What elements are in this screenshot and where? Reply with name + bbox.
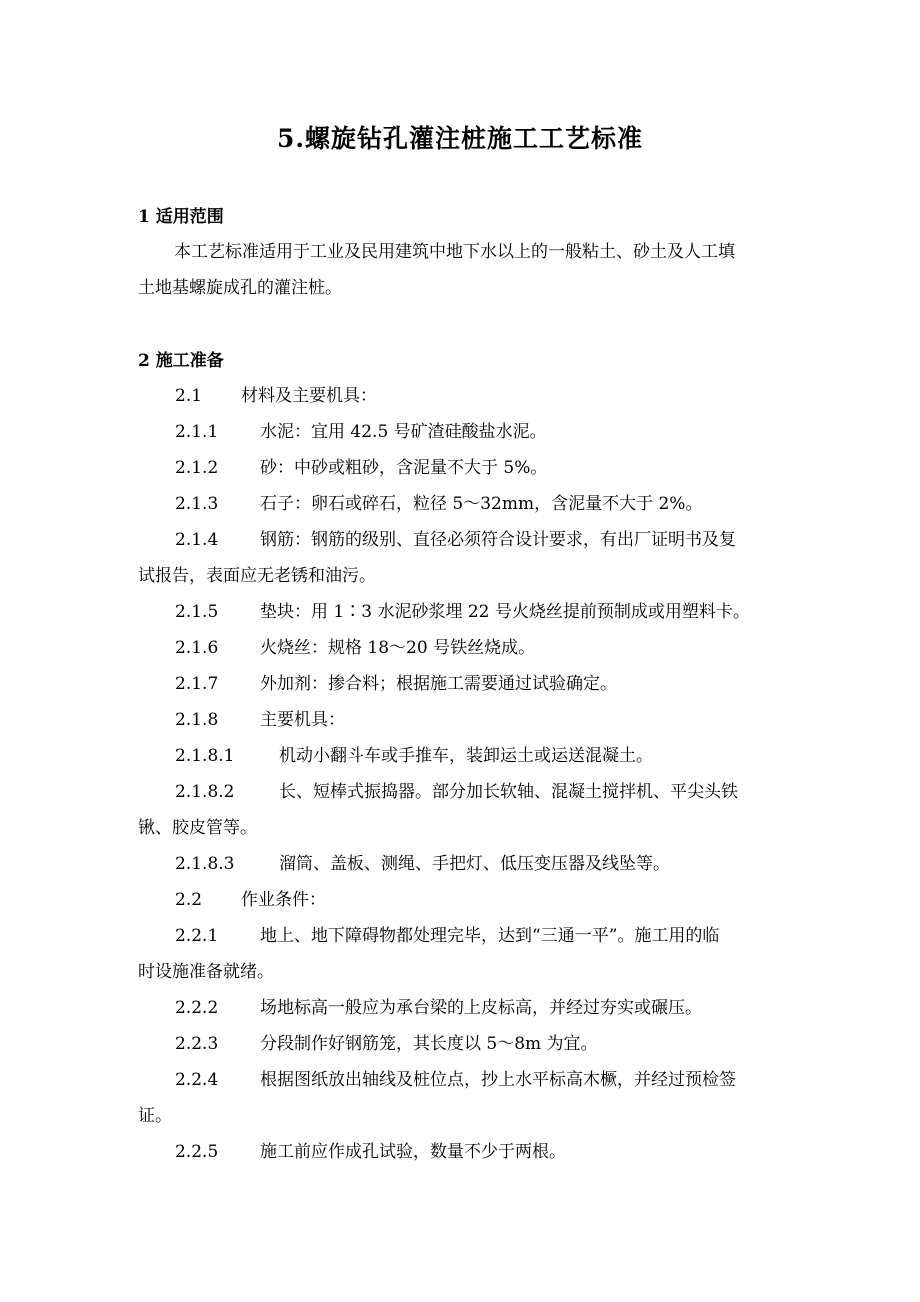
clause-number: 2.2.1 — [175, 926, 219, 946]
clause-text: 施工前应作成孔试验，数量不少于两根。 — [260, 1142, 566, 1162]
section-heading-scope: 1 适用范围 — [138, 207, 224, 227]
clause-text: 分段制作好钢筋笼，其长度以 5～8m 为宜。 — [260, 1034, 598, 1054]
clause-number: 2.1.4 — [175, 530, 219, 550]
clause-number: 2.1.1 — [175, 422, 219, 442]
clause-item — [175, 522, 786, 558]
clause-number: 2.2.3 — [175, 1034, 219, 1054]
clause-item — [175, 378, 786, 414]
scope-paragraph-line-2: 土地基螺旋成孔的灌注桩。 — [138, 278, 342, 298]
clause-text-continuation: 证。 — [138, 1106, 172, 1126]
clause-number: 2.1.7 — [175, 674, 219, 694]
clause-number: 2.1.5 — [175, 602, 219, 622]
clause-text-continuation: 试报告，表面应无老锈和油污。 — [138, 566, 376, 586]
clause-item — [175, 486, 786, 522]
clause-item — [175, 918, 786, 954]
clause-text: 场地标高一般应为承台梁的上皮标高，并经过夯实或碾压。 — [260, 998, 702, 1018]
clause-item — [175, 738, 786, 774]
clause-text: 主要机具： — [260, 710, 345, 730]
clause-text: 溜筒、盖板、测绳、手把灯、低压变压器及线坠等。 — [279, 854, 670, 874]
clause-text: 机动小翻斗车或手推车，装卸运土或运送混凝土。 — [279, 746, 653, 766]
clause-text-continuation: 锹、胶皮管等。 — [138, 818, 257, 838]
clause-item — [175, 846, 786, 882]
clause-number: 2.1.8.1 — [175, 746, 235, 766]
clause-item — [175, 702, 786, 738]
clause-item — [175, 882, 786, 918]
clause-number: 2.2.5 — [175, 1142, 219, 1162]
scope-paragraph-line-1: 本工艺标准适用于工业及民用建筑中地下水以上的一般粘土、砂土及人工填 — [174, 242, 735, 262]
clause-number: 2.1.8.3 — [175, 854, 235, 874]
clause-item — [175, 990, 786, 1026]
clause-number: 2.2.2 — [175, 998, 219, 1018]
clause-number: 2.1.8 — [175, 710, 219, 730]
clause-item — [175, 666, 786, 702]
clause-item — [175, 1026, 786, 1062]
clause-number: 2.2 — [175, 890, 203, 910]
page-title: 5.螺旋钻孔灌注桩施工工艺标准 — [276, 124, 644, 153]
clause-text: 垫块：用 1∶3 水泥砂浆埋 22 号火烧丝提前预制成或用塑料卡。 — [260, 602, 750, 622]
clause-text: 砂：中砂或粗砂，含泥量不大于 5%。 — [260, 458, 548, 478]
clause-text: 水泥：宜用 42.5 号矿渣硅酸盐水泥。 — [260, 422, 547, 442]
clause-item — [175, 594, 786, 630]
clause-text: 火烧丝：规格 18～20 号铁丝烧成。 — [260, 638, 536, 658]
clause-item — [175, 774, 786, 810]
clause-number: 2.1.3 — [175, 494, 219, 514]
clause-item — [175, 450, 786, 486]
clause-text: 石子：卵石或碎石，粒径 5～32mm，含泥量不大于 2%。 — [260, 494, 703, 514]
clause-text: 地上、地下障碍物都处理完毕，达到“三通一平”。施工用的临 — [260, 926, 720, 946]
clause-item — [175, 1134, 786, 1170]
clause-number: 2.1.6 — [175, 638, 219, 658]
clause-number: 2.1.2 — [175, 458, 219, 478]
clause-number: 2.2.4 — [175, 1070, 219, 1090]
clause-text: 材料及主要机具： — [241, 386, 377, 406]
clause-text: 外加剂：掺合料；根据施工需要通过试验确定。 — [260, 674, 617, 694]
clause-text-continuation: 时设施准备就绪。 — [138, 962, 274, 982]
clause-text: 根据图纸放出轴线及桩位点，抄上水平标高木橛，并经过预检签 — [260, 1070, 736, 1090]
clause-item — [175, 1062, 786, 1098]
clause-text: 钢筋：钢筋的级别、直径必须符合设计要求，有出厂证明书及复 — [260, 530, 736, 550]
clause-item — [175, 414, 786, 450]
clause-number: 2.1.8.2 — [175, 782, 235, 802]
section-heading-preparation: 2 施工准备 — [138, 351, 224, 371]
clause-text: 长、短棒式振捣器。部分加长软轴、混凝土搅拌机、平尖头铁 — [279, 782, 738, 802]
clause-number: 2.1 — [175, 386, 203, 406]
clause-text: 作业条件： — [241, 890, 326, 910]
clause-item — [175, 630, 786, 666]
